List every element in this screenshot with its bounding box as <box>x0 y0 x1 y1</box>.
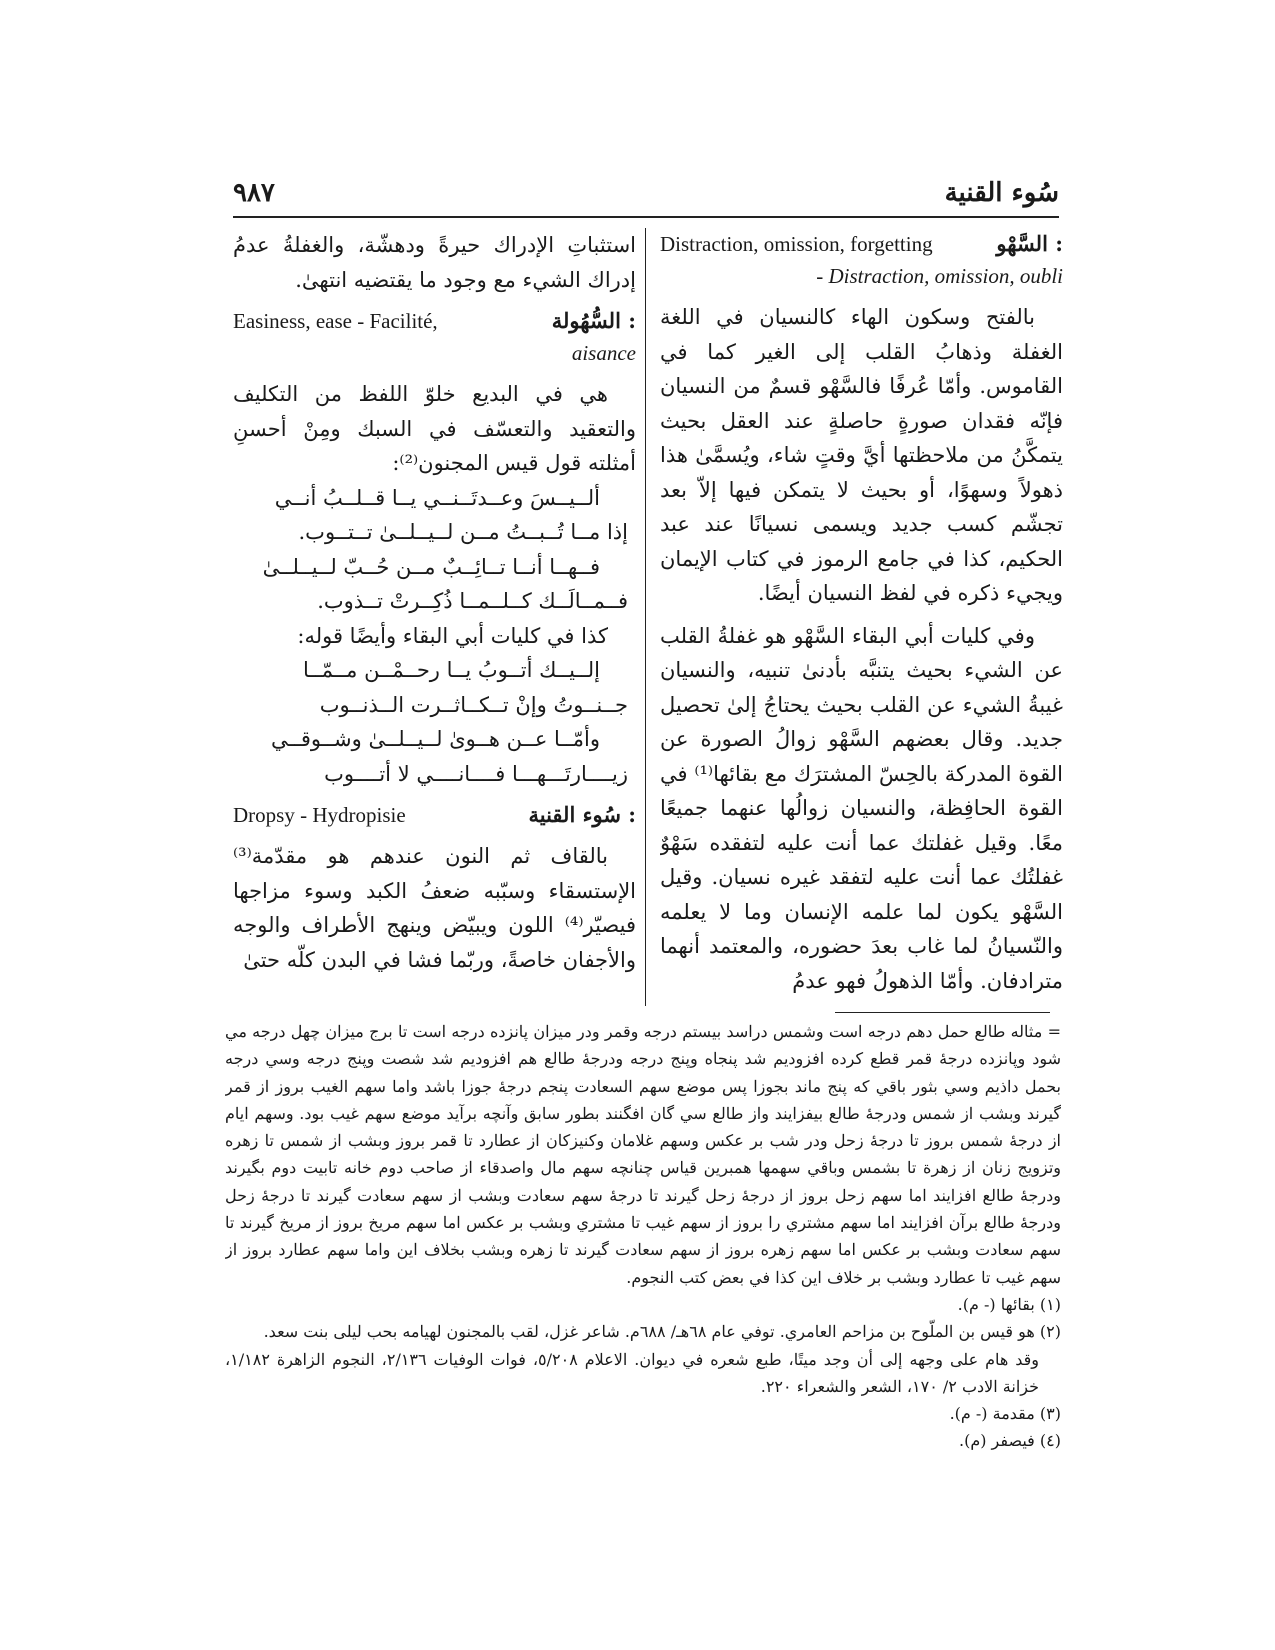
text-line: استثباتِ الإدراك حيرةً ودهشّة، والغفلةُ عدمُ <box>233 233 636 257</box>
text-line: إدراك الشيء مع وجود ما يقتضيه انتهىٰ. <box>295 267 636 292</box>
text-line: درجه بحمل داذيم وسي بثور باقي كه پنج ماند بجوزا پس موضع سهم السعادت پنجم درجهٔ جوزا باشد واما سهم الغيب <box>225 1049 1061 1096</box>
text-line: يتمكَّنُ من ملاحظتها أيَّ وقتٍ شاء، ويُسمَّىٰ هذا <box>660 443 1063 467</box>
text-line: فإنّه فقدان صورةٍ حاصلةٍ عند العقل بحيث <box>660 408 1063 433</box>
entry-french: - Distraction, omission, oubli <box>816 264 1063 288</box>
text-line: مريخ بروز از مريخ گيرند تا سهم سعادت وبشب بر عكس اما سهم زهره بروز از سهم سعادت گيرند تا زهره وبشب بخلاف <box>225 1213 1061 1260</box>
footnote-2-continued <box>225 1346 1061 1401</box>
poem-verse: فــهــا أنــا تــائِــبٌ مــن حُــبّ لــيــلــىٰ <box>262 554 600 579</box>
sahw-paragraph-1 <box>660 300 1063 611</box>
text-line: (٢) هو قيس بن الملّوح بن مزاحم العامري. توفي عام ٦٨هـ/ ٦٨٨م. شاعر غزل، لقب بالمجنون لهيامه بحب ليلى بنت سعد. <box>263 1322 1061 1342</box>
column-divider <box>645 228 646 1006</box>
entry-translation: Dropsy - Hydropisie <box>233 803 406 827</box>
sahw-paragraph-continued <box>233 228 636 297</box>
text-line: الحكيم، كذا في جامع الرموز في كتاب الإيمان <box>660 546 1063 571</box>
footnote-3: (٣) مقدمة (- م). <box>949 1404 1061 1424</box>
text-line: الغفلة وذهابُ القلب إلى الغير كما في <box>660 339 1063 364</box>
sahw-paragraph-2 <box>660 619 1063 999</box>
text-line: هي في البديع خلوّ اللفظ من التكليف <box>233 382 608 406</box>
footnote-2 <box>225 1318 1061 1345</box>
text-line: لتفقده سَهْوٌ غفلتُك عما أنت عليه لتفقد غيره <box>660 830 1063 889</box>
entry-suu-alqinya-heading <box>233 799 636 831</box>
text-line: از شمس تا زهره وتزويج زنان از زهرة تا بشمس وباقي سهمها همبرين قياس چنانچه سهم مال واصدقاء از صاحب دوم خانه <box>225 1131 1061 1178</box>
text-line: الإستسقاء وسبّبه ضعفُ الكبد وسوء مزاجها <box>233 878 636 903</box>
text-line: ويجيء ذكره في لفظ النسيان أيضًا. <box>757 581 1063 605</box>
text-line: بود. وسهم ايام از درجهٔ شمس بروز تا درجهٔ زحل ودر شب بر عكس وسهم غلامان وكنيزكان از عطارد تا قمر بروز وبشب <box>225 1103 1061 1151</box>
entry-french: aisance <box>571 341 636 365</box>
text-line: تجشّم كسب جديد ويسمى نسيانًا عند عبد <box>660 512 1063 536</box>
text-line: الصورة عن القوة المدركة بالحِسّ المشترَك مع <box>660 727 1063 786</box>
entry-translation: Easiness, ease - Facilité, <box>233 309 438 333</box>
text-line: وقد هام على وجهه إلى أن وجد ميتًا، طبع شعره في ديوان. الاعلام ٥/٢٠٨، فوات الوفيات ٢/١٣٦، النجوم الزاهرة <box>276 1349 1040 1369</box>
running-title: سُوء القنية <box>944 178 1059 208</box>
text-line: ذهولاً وسهوًا، أو بحيث لا يتمكن فيها إلاّ بعد <box>660 477 1063 502</box>
entry-term: السَّهْو : <box>996 231 1063 256</box>
page-number: ٩٨٧ <box>233 178 275 208</box>
poem-verses-2 <box>233 653 636 791</box>
poem-verse: فــمــالَــك كــلــمــا ذُكِــرتْ تــذوب. <box>317 589 628 613</box>
footnote-4: (٤) فيصفر (م). <box>958 1431 1061 1451</box>
text-line: عنهما جميعًا معًا. وقيل غفلتك عما أنت عليه <box>660 796 1063 855</box>
footnote-rule <box>835 1012 1050 1013</box>
text-line: إلىٰ تحصيل جديد. وقال بعضهم السَّهْو زوالُ <box>660 692 1063 751</box>
text-line: نسيان. وقيل السَّهْو يكون لما علمه الإنسان وما <box>660 865 1063 924</box>
poem-verses-1 <box>233 481 636 619</box>
text-line: والمعتمد أنهما مترادفان. وأمّا الذهولُ فهو عدمُ <box>660 934 1063 993</box>
text-line: اين واما سهم عطارد بروز از سهم غيب تا عطارد وبشب بر خلاف اين كذا في بعض كتب النجوم. <box>225 1240 1061 1287</box>
poem-verse: جــنــوتُ وإنْ تــكــاثــرت الــذنــوب <box>319 692 628 717</box>
suhula-paragraph-2: كذا في كليات أبي البقاء وأيضًا قوله: <box>297 623 608 648</box>
poem-verse: إلــيــك أتــوبُ يــا رحــمْــن مــمّــا <box>303 658 600 682</box>
entry-suhula-heading <box>233 305 636 369</box>
text-line: بروز از قمر گيرند وبشب از شمس ودرجهٔ طالع بيفزايند واز طالع سي گان افگنند بطور سابق وآنچه برآيد موضع سهم غيب <box>225 1076 1061 1123</box>
text-line: بالقاف ثم النون عندهم هو مقدّمة⁽³⁾ <box>233 844 608 868</box>
text-line: تابيت دوم بگيرند ودرجهٔ طالع افزايند اما سهم زحل بروز از درجهٔ زحل گيرند تا درجهٔ سهم سعادت وبشب از سهم سعادت <box>225 1158 1061 1205</box>
suhula-paragraph <box>233 377 636 481</box>
text-line: وفي كليات أبي البقاء السَّهْو هو غفلةُ <box>717 623 1035 648</box>
footnote-1: (١) بقائها (- م). <box>957 1294 1061 1314</box>
entry-translation: Distraction, omission, forgetting <box>660 232 933 256</box>
text-line: والنسيان غيبةُ الشيء عن القلب بحيث يحتاجُ <box>660 658 1063 717</box>
footnote-continued <box>225 1018 1061 1291</box>
text-line: گيرند تا درجهٔ زحل ودرجهٔ طالع برآن افزايند اما سهم مشتري را بروز از سهم غيب تا مشتري وبشب بر عكس اما سهم <box>225 1185 1061 1233</box>
poem-verse: زيــــارتَـــهـــا فــــانــــي لا أتــــوب <box>324 761 628 786</box>
text-line: بقائها⁽¹⁾ في القوة الحافِظة، والنسيان زوالُها <box>660 761 1063 820</box>
entry-term: سُوء القنية : <box>528 802 636 827</box>
text-line: فيصيّر⁽⁴⁾ اللون ويبيّض وينهج الأطراف والوجه <box>233 913 636 937</box>
suu-alqinya-paragraph <box>233 839 636 977</box>
text-line: القلب عن الشيء بحيث يتنبَّه بأدنىٰ تنبيه، <box>660 623 1063 682</box>
entry-sahw-heading <box>660 228 1063 292</box>
text-line: قول قيس المجنون⁽²⁾: <box>392 451 582 475</box>
text-line: بالفتح وسكون الهاء كالنسيان في اللغة <box>660 305 1035 329</box>
poem-verse: إذا مــا تُــبــتُ مــن لــيــلــىٰ تــتــوب. <box>298 520 628 544</box>
poem-verse: ألــيــسَ وعــدتَــنــي يــا قــلــبُ أنــي <box>274 485 600 510</box>
text-line: = مثاله طالع حمل دهم درجه است وشمس دراسد بيستم درجه وقمر ودر ميزان پانزده درجه است تا برج ميزان چهل درجه <box>252 1022 1061 1041</box>
text-line: والأجفان خاصةً، وربّما فشا في البدن كلّه حتىٰ <box>243 947 636 972</box>
left-column <box>233 228 636 1006</box>
page-header <box>233 174 1059 214</box>
header-rule <box>233 216 1059 218</box>
text-line: مي شود وپانزده درجهٔ قمر قطع كرده افزوديم شد پنجاه وپنج درجه ودرجهٔ طالع هم افزوديم شد شصت وپنج درجه وسي <box>225 1022 1061 1069</box>
entry-term: السُّهُولة : <box>551 308 636 333</box>
text-line: القاموس. وأمّا عُرفًا فالسَّهْو قسمٌ من النسيان <box>660 374 1063 398</box>
right-column <box>660 228 1063 1006</box>
poem-verse: وأمّــا عــن هــوىٰ لــيــلــىٰ وشــوقــي <box>271 727 600 751</box>
footnotes <box>225 1018 1061 1458</box>
text-line: لا يعلمه والنّسيانُ لما غاب بعدَ حضوره، <box>660 899 1063 958</box>
text-line: والتعقيد والتعسّف في السبك ومِنْ أحسنِ أمثلته <box>233 416 636 475</box>
text-line: ١/١٨٢، خزانة الادب ٢/ ١٧٠، الشعر والشعراء ٢٢٠. <box>225 1349 1039 1396</box>
